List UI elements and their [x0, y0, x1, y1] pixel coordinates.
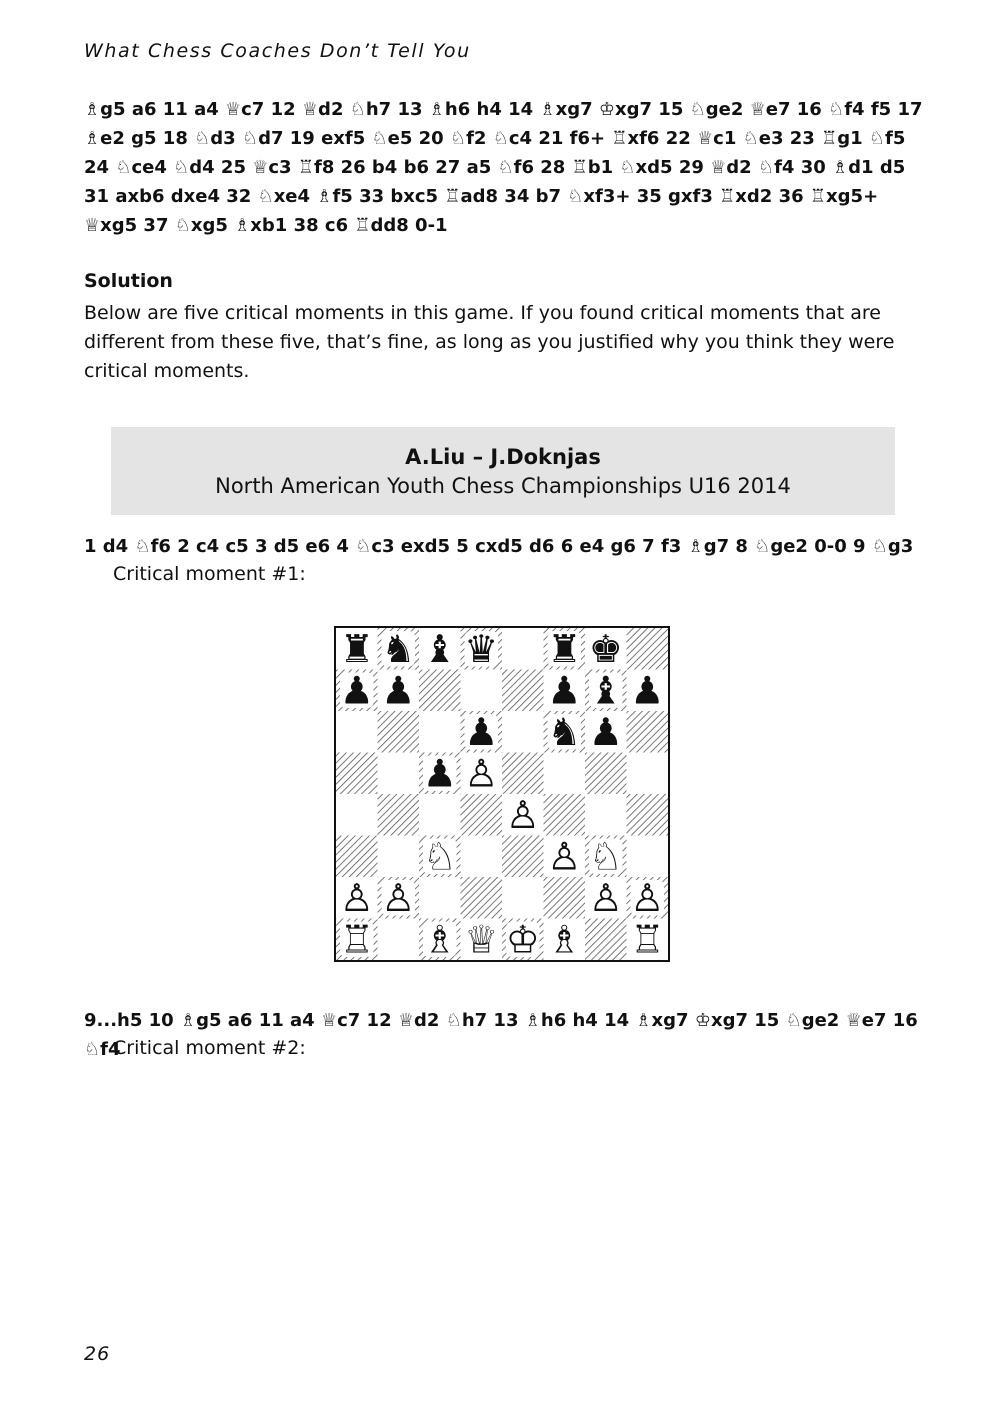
square-b6 — [378, 711, 420, 753]
square-g4 — [585, 794, 627, 836]
black-knight-b8: ♞ — [381, 628, 416, 671]
moves-paragraph-middlegame: 9...h5 10 ♗g5 a6 11 a4 ♕c7 12 ♕d2 ♘h7 13 ♗h6 h4 14 ♗xg7 ♔xg7 15 ♘ge2 ♕e7 16 ♘f4 — [84, 1010, 918, 1060]
white-queen-d1: ♕ — [464, 917, 499, 960]
square-c4 — [419, 794, 461, 836]
square-e5 — [502, 753, 544, 795]
square-d2 — [461, 877, 503, 919]
square-c2 — [419, 877, 461, 919]
game-header-box — [111, 427, 895, 515]
white-knight-g3: ♘ — [588, 834, 623, 879]
white-pawn-f3: ♙ — [547, 834, 582, 879]
square-c6 — [419, 711, 461, 753]
square-f4 — [544, 794, 586, 836]
black-king-g8: ♚ — [588, 628, 623, 671]
square-h8 — [627, 628, 669, 670]
square-h4 — [627, 794, 669, 836]
black-pawn-c5: ♟ — [422, 751, 457, 796]
white-bishop-c1: ♗ — [422, 917, 457, 960]
square-b3 — [378, 836, 420, 878]
white-pawn-h2: ♙ — [630, 875, 665, 920]
white-knight-c3: ♘ — [422, 834, 457, 879]
square-a6 — [336, 711, 378, 753]
black-pawn-h7: ♟ — [630, 668, 665, 713]
square-f5 — [544, 753, 586, 795]
square-e8 — [502, 628, 544, 670]
square-g5 — [585, 753, 627, 795]
solution-heading: Solution — [84, 270, 173, 292]
square-a3 — [336, 836, 378, 878]
square-b4 — [378, 794, 420, 836]
moves-paragraph-opening: 1 d4 ♘f6 2 c4 c5 3 d5 e6 4 ♘c3 exd5 5 cxd5 d6 6 e4 g6 7 f3 ♗g7 8 ♘ge2 0-0 9 ♘g3 — [84, 536, 914, 557]
black-queen-d8: ♛ — [464, 628, 499, 671]
square-c7 — [419, 670, 461, 712]
running-head: What Chess Coaches Don’t Tell You — [84, 40, 471, 62]
square-g1 — [585, 919, 627, 961]
white-pawn-d5: ♙ — [464, 751, 499, 796]
square-h6 — [627, 711, 669, 753]
solution-paragraph: Below are five critical moments in this game. If you found critical moments that are different from these five, that’s fine, as long as you justified why you think they were critical moments. — [84, 302, 895, 382]
square-d7 — [461, 670, 503, 712]
black-bishop-c8: ♝ — [422, 628, 457, 671]
square-b5 — [378, 753, 420, 795]
black-pawn-b7: ♟ — [381, 668, 416, 713]
white-pawn-e4: ♙ — [505, 792, 540, 837]
game-players: A.Liu – J.Doknjas — [405, 445, 601, 469]
square-e6 — [502, 711, 544, 753]
white-pawn-g2: ♙ — [588, 875, 623, 920]
square-a5 — [336, 753, 378, 795]
white-king-e1: ♔ — [505, 917, 540, 960]
square-f2 — [544, 877, 586, 919]
white-rook-a1: ♖ — [339, 917, 374, 960]
black-rook-a8: ♜ — [339, 628, 374, 671]
critical-moment-2-label: Critical moment #2: — [113, 1037, 306, 1059]
chess-diagram — [334, 626, 670, 962]
page-number: 26 — [84, 1343, 111, 1365]
white-pawn-a2: ♙ — [339, 875, 374, 920]
black-rook-f8: ♜ — [547, 628, 582, 671]
moves-paragraph-continuation: ♗g5 a6 11 a4 ♕c7 12 ♕d2 ♘h7 13 ♗h6 h4 14 ♗xg7 ♔xg7 15 ♘ge2 ♕e7 16 ♘f4 f5 17 ♗e2 g5 18 ♘d3 ♘d7 19 exf5 ♘e5 20 ♘f2 ♘c4 21 f6+ ♖xf6 22 ♕c1 ♘e3 23 ♖g1 ♘f5 24 ♘ce4 ♘d4 25 ♕c3 ♖f8 26 b4 b6 27 a5 ♘f6 28 ♖b1 ♘xd5 29 ♕d2 ♘f4 30 ♗d1 d5 31 axb6 dxe4 32 ♘xe4 ♗f5 33 bxc5 ♖ad8 34 b7 ♘xf3+ 35 gxf3 ♖xd2 36 ♖xg5+ ♕xg5 37 ♘xg5 ♗xb1 38 c6 ♖dd8 0-1 — [84, 99, 923, 236]
square-h5 — [627, 753, 669, 795]
chess-board-svg — [336, 628, 668, 960]
black-pawn-d6: ♟ — [464, 709, 499, 754]
black-pawn-g6: ♟ — [588, 709, 623, 754]
square-d4 — [461, 794, 503, 836]
white-bishop-f1: ♗ — [547, 917, 582, 960]
white-pawn-b2: ♙ — [381, 875, 416, 920]
white-rook-h1: ♖ — [630, 917, 665, 960]
black-pawn-a7: ♟ — [339, 668, 374, 713]
black-knight-f6: ♞ — [547, 709, 582, 754]
game-event: North American Youth Chess Championships U16 2014 — [215, 474, 791, 498]
square-e7 — [502, 670, 544, 712]
critical-moment-1-label: Critical moment #1: — [113, 563, 306, 585]
square-e3 — [502, 836, 544, 878]
square-d3 — [461, 836, 503, 878]
black-pawn-f7: ♟ — [547, 668, 582, 713]
square-e2 — [502, 877, 544, 919]
square-b1 — [378, 919, 420, 961]
square-a4 — [336, 794, 378, 836]
square-h3 — [627, 836, 669, 878]
black-bishop-g7: ♝ — [588, 668, 623, 713]
